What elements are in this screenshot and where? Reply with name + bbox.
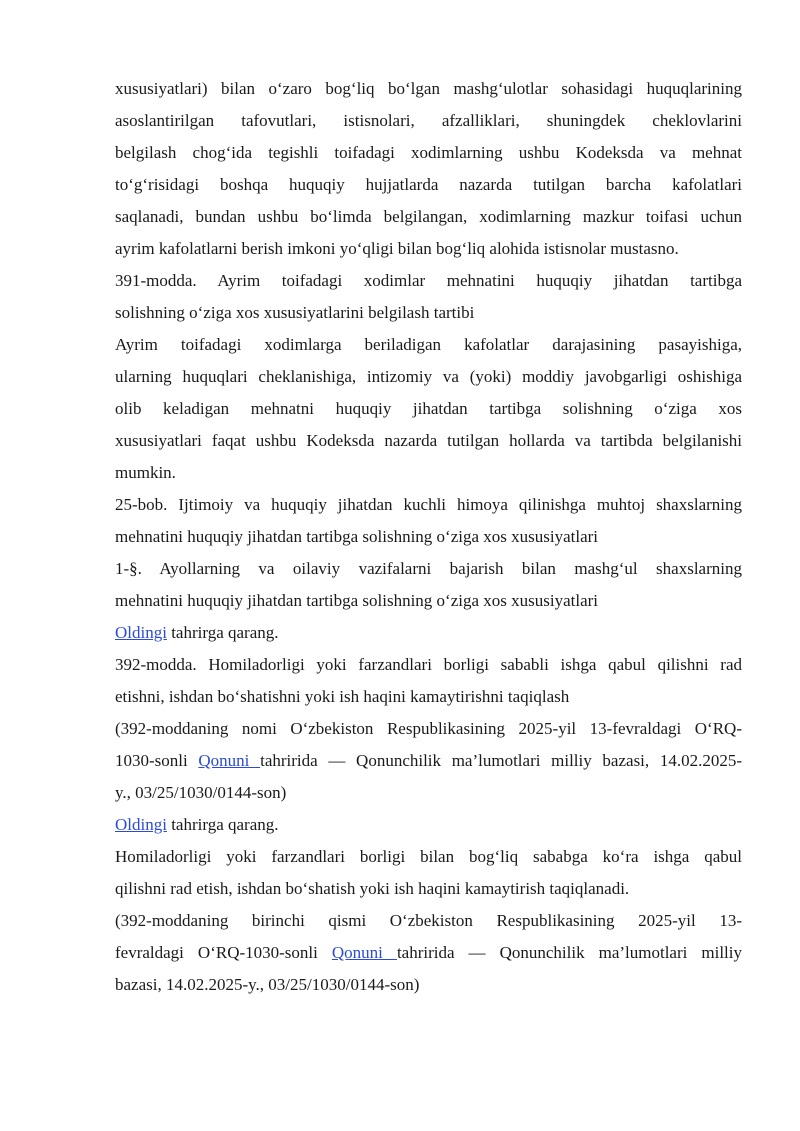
text-line: qilishni rad etish, ishdan bo‘shatish yoki ish haqini kamaytirish taqiqlanadi. — [115, 879, 630, 898]
text-line: (392-moddaning nomi O‘zbekiston Respublikasining 2025-yil 13-fevraldagi O‘RQ- — [115, 719, 742, 738]
amendment-note-part-one — [115, 905, 742, 1001]
text-span: 1030-sonli — [115, 751, 199, 770]
text-line: ularning huquqlari cheklanishiga, intizomiy va (yoki) moddiy javobgarligi oshishiga — [115, 367, 742, 386]
text-line: Ayrim toifadagi xodimlarga beriladigan kafolatlar darajasining pasayishiga, — [115, 335, 742, 354]
text-line: (392-moddaning birinchi qismi O‘zbekiston Respublikasining 2025-yil 13- — [115, 911, 742, 930]
text-line: xususiyatlari) bilan o‘zaro bog‘liq bo‘lgan mashg‘ulotlar sohasidagi huquqlarining — [115, 79, 742, 98]
text-line — [115, 937, 742, 969]
previous-edition-text: tahrirga qarang. — [166, 815, 279, 834]
text-line: 391-modda. Ayrim toifadagi xodimlar mehnatini huquqiy jihatdan tartibga — [115, 271, 742, 290]
article-391-body — [115, 329, 742, 489]
text-line: olib keladigan mehnatni huquqiy jihatdan tartibga solishning o‘ziga xos — [115, 399, 742, 418]
section-1-heading — [115, 553, 742, 617]
text-line: to‘g‘risidagi boshqa huquqiy hujjatlarda nazarda tutilgan barcha kafolatlari — [115, 175, 742, 194]
text-line: ayrim kafolatlarni berish imkoni yo‘qligi bilan bog‘liq alohida istisnolar mustasno. — [115, 239, 679, 258]
article-391-heading — [115, 265, 742, 329]
text-line: mehnatini huquqiy jihatdan tartibga solishning o‘ziga xos xususiyatlari — [115, 527, 599, 546]
text-span: tahririda — Qonunchilik ma’lumotlari milliy bazasi, 14.02.2025- — [260, 751, 742, 770]
text-line: solishning o‘ziga xos xususiyatlarini belgilash tartibi — [115, 303, 475, 322]
previous-edition-note — [115, 809, 742, 841]
text-line: Homiladorligi yoki farzandlari borligi bilan bog‘liq sababga ko‘ra ishga qabul — [115, 847, 742, 866]
law-link[interactable]: Qonuni — [331, 943, 397, 962]
text-line: bazasi, 14.02.2025-y., 03/25/1030/0144-son) — [115, 975, 420, 994]
text-span: fevraldagi O‘RQ-1030-sonli — [115, 943, 332, 962]
chapter-25-heading — [115, 489, 742, 553]
text-line: 25-bob. Ijtimoiy va huquqiy jihatdan kuchli himoya qilinishga muhtoj shaxslarning — [115, 495, 742, 514]
text-line: mehnatini huquqiy jihatdan tartibga solishning o‘ziga xos xususiyatlari — [115, 591, 599, 610]
article-392-body — [115, 841, 742, 905]
text-line: 392-modda. Homiladorligi yoki farzandlari borligi sababli ishga qabul qilishni rad — [115, 655, 742, 674]
text-line: y., 03/25/1030/0144-son) — [115, 783, 287, 802]
text-line: etishni, ishdan bo‘shatishni yoki ish haqini kamaytirishni taqiqlash — [115, 687, 570, 706]
previous-edition-note — [115, 617, 742, 649]
text-line: 1-§. Ayollarning va oilaviy vazifalarni bajarish bilan mashg‘ul shaxslarning — [115, 559, 742, 578]
text-line: mumkin. — [115, 463, 176, 482]
previous-edition-link[interactable]: Oldingi — [115, 815, 167, 834]
previous-edition-link[interactable]: Oldingi — [115, 623, 167, 642]
paragraph-kafolatlar-saqlanishi — [115, 73, 742, 265]
text-line — [115, 745, 742, 777]
law-link[interactable]: Qonuni — [198, 751, 261, 770]
text-line: xususiyatlari faqat ushbu Kodeksda nazarda tutilgan hollarda va tartibda belgilanishi — [115, 431, 742, 450]
text-span: tahririda — Qonunchilik ma’lumotlari milliy — [396, 943, 742, 962]
text-line: belgilash chog‘ida tegishli toifadagi xodimlarning ushbu Kodeksda va mehnat — [115, 143, 742, 162]
text-line: saqlanadi, bundan ushbu bo‘limda belgilangan, xodimlarning mazkur toifasi uchun — [115, 207, 742, 226]
document-page — [115, 73, 742, 1001]
amendment-note-title — [115, 713, 742, 809]
article-392-heading — [115, 649, 742, 713]
previous-edition-text: tahrirga qarang. — [166, 623, 279, 642]
text-line: asoslantirilgan tafovutlari, istisnolari, afzalliklari, shuningdek cheklovlarini — [115, 111, 742, 130]
